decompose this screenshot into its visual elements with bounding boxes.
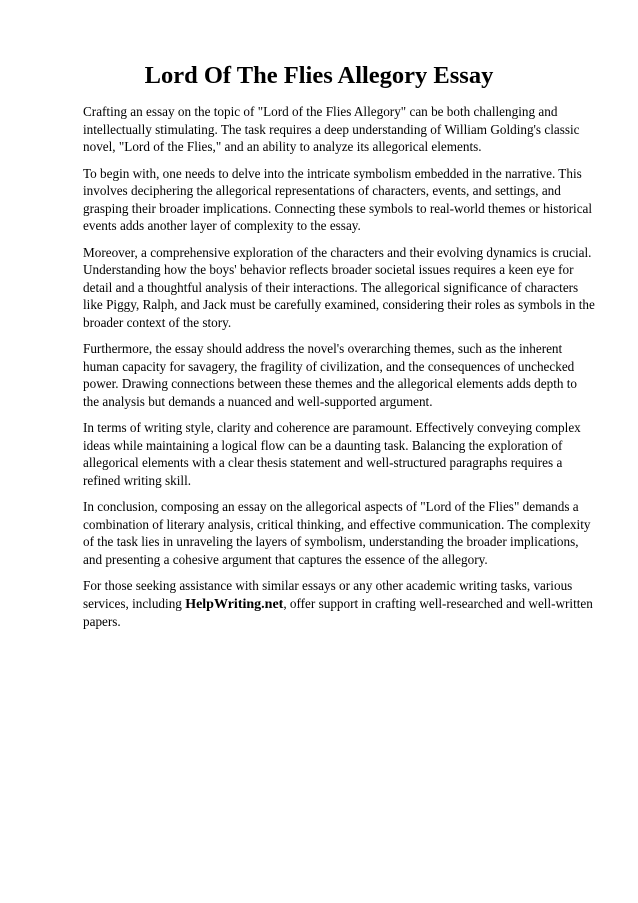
closing-text-before: For those seeking assistance with similar essays or any other academic writing tasks, various services, including bbox=[83, 578, 573, 611]
paragraph-1: Crafting an essay on the topic of "Lord of the Flies Allegory" can be both challenging and intellectually stimulating. The task requires a deep understanding of William Golding's classic novel, "Lord of the Flies," and an ability to analyze its allegorical elements. bbox=[83, 104, 580, 154]
paragraph-6: In conclusion, composing an essay on the allegorical aspects of "Lord of the Flies" demands a combination of literary analysis, critical thinking, and effective communication. The complexity of the task lies in unraveling the layers of symbolism, understanding the broader implications, and presenting a cohesive argument that captures the essence of the allegory. bbox=[83, 499, 591, 567]
brand-link[interactable]: HelpWriting.net bbox=[185, 596, 284, 612]
essay-body bbox=[83, 103, 595, 640]
paragraph-5: In terms of writing style, clarity and coherence are paramount. Effectively conveying complex ideas while maintaining a logical flow can be a daunting task. Balancing the exploration of allegorical elements with a clear thesis statement and well-structured paragraphs requires a refined writing skill. bbox=[83, 420, 581, 488]
paragraph-4: Furthermore, the essay should address the novel's overarching themes, such as the inherent human capacity for savagery, the fragility of civilization, and the consequences of unchecked power. Drawing connections between these themes and the allegorical elements adds depth to the analysis but demands a nuanced and well-supported argument. bbox=[83, 341, 578, 409]
paragraph-3: Moreover, a comprehensive exploration of the characters and their evolving dynamics is crucial. Understanding how the boys' behavior reflects broader societal issues requires a keen eye for detail and a thoughtful analysis of their interactions. The allegorical significance of characters like Piggy, Ralph, and Jack must be carefully examined, considering their roles as symbols in the broader context of the story. bbox=[83, 244, 595, 330]
page-title: Lord Of The Flies Allegory Essay bbox=[144, 62, 494, 89]
paragraph-2: To begin with, one needs to delve into the intricate symbolism embedded in the narrative. This involves deciphering the allegorical representations of characters, events, and settings, and grasping their broader implications. Connecting these symbols to real-world themes or historical events adds another layer of complexity to the essay. bbox=[83, 165, 593, 233]
closing-paragraph bbox=[83, 577, 595, 631]
closing-text-after: , offer support in crafting well-researched and well-written papers. bbox=[83, 595, 593, 629]
